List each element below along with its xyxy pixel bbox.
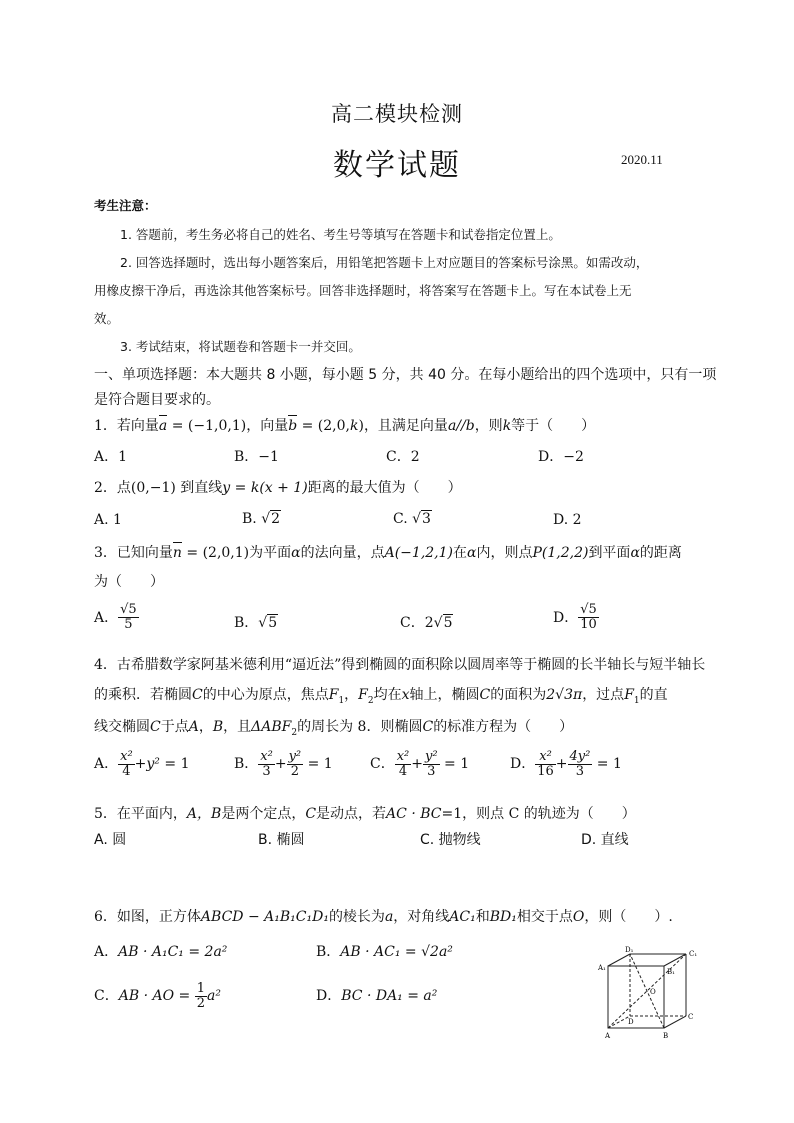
q2-option-a: A. 1 [94,512,122,528]
label-d1: D₁ [625,946,634,954]
question-1: 1．若向量a = (−1,0,1)，向量b = (2,0,k)，且满足向量a//b，则k等于（ ） [94,418,596,434]
label-a1: A₁ [598,964,606,972]
q6-option-b: B．AB · AC₁ = √2a² [316,944,453,960]
notice-item-2-cont: 用橡皮擦干净后，再选涂其他答案标号。回答非选择题时，将答案写在答题卡上。写在本试卷上无 [94,283,632,298]
question-3-cont: 为（ ） [94,574,164,590]
exam-date: 2020.11 [621,152,663,167]
question-6: 6．如图，正方体ABCD − A₁B₁C₁D₁的棱长为a，对角线AC₁和BD₁相交于点O，则（ ）. [94,909,673,925]
q4-option-c: C． $\frac{\text{x²}}{4}$ + $\frac{\text{y²}}{3}$ = 1 [370,749,470,779]
question-4-line-2: 的乘积．若椭圆C的中心为原点，焦点$F_1$，$F_2$均在x轴上，椭圆C的面积为2√3π，过点$F_1$的直 [94,687,668,706]
label-b: B [663,1032,669,1040]
q5-option-b: B. 椭圆 [258,832,305,848]
q4-option-a: A． $\frac{\text{x²}}{4}$ +y² = 1 [94,749,190,779]
exam-subtitle: 高二模块检测 [331,102,463,126]
label-a: A [605,1032,611,1040]
q1-option-a: A．1 [94,449,128,465]
q2-option-d: D. 2 [553,512,582,528]
q6-option-a: A．AB · A₁C₁ = 2a² [94,944,228,960]
label-b1: B₁ [667,968,675,976]
diagonal-bd1 [630,954,664,1028]
q5-option-a: A. 圆 [94,832,127,848]
notice-item-2: 2. 回答选择题时，选出每小题答案后，用铅笔把答题卡上对应题目的答案标号涂黑。如需改动， [120,255,649,270]
q4-option-b: B． $\frac{\text{x²}}{3}$ + $\frac{\text{y²}}{2}$ = 1 [234,749,333,779]
section-heading-cont: 是符合题目要求的。 [94,392,220,408]
q3-option-a: A． $\frac{√5}{5}$ [94,602,137,632]
q3-option-b: B．√5 [234,615,278,631]
q4-option-d: D． $\frac{\text{x²}}{16}$ + $\frac{\text{4y²}}{3}$ = 1 [510,749,622,779]
label-c1: C₁ [689,950,698,958]
cube-figure [596,944,706,1044]
q1-option-b: B．−1 [234,449,279,465]
question-2: 2．点(0,−1) 到直线y = k(x + 1)距离的最大值为（ ） [94,480,462,496]
notice-item-3: 3. 考试结束，将试题卷和答题卡一并交回。 [120,339,361,354]
q2-option-b: B. √2 [242,511,281,527]
q2-option-c: C. √3 [393,511,431,527]
q6-option-c: C．AB · AO = $\frac{1}{2}$ a² [94,981,221,1011]
cube-front-face [608,966,664,1028]
question-4: 4．古希腊数学家阿基米德利用“逼近法”得到椭圆的面积除以圆周率等于椭圆的长半轴长与短半轴长 [94,657,706,673]
q1-option-c: C．2 [386,449,420,465]
q5-option-d: D. 直线 [581,832,629,848]
exam-title: 数学试题 [333,148,461,183]
label-c: C [688,1013,694,1021]
notice-heading: 考生注意： [94,198,157,213]
notice-item-1: 1. 答题前，考生务必将自己的姓名、考生号等填写在答题卡和试卷指定位置上。 [120,227,561,242]
q6-option-d: D．BC · DA₁ = a² [316,988,438,1004]
question-4-line-3: 线交椭圆C于点A，B，且$\Delta ABF_2$的周长为 8．则椭圆C的标准方程为（ ） [94,719,574,738]
q5-option-c: C. 抛物线 [420,832,481,848]
notice-item-2-end: 效。 [94,311,120,326]
label-o: O [650,988,656,996]
q3-option-c: C．2√5 [400,615,453,631]
question-5: 5．在平面内，A，B是两个定点，C是动点，若AC · BC=1，则点 C 的轨迹为（ ） [94,806,636,822]
question-3: 3．已知向量n = (2,0,1)为平面α的法向量，点A(−1,2,1)在α内，则点P(1,2,2)到平面α的距离 [94,545,682,561]
section-heading: 一、单项选择题：本大题共 8 小题，每小题 5 分，共 40 分。在每小题给出的四个选项中，只有一项 [94,367,717,383]
q3-option-d: D． $\frac{√5}{10}$ [553,602,597,632]
label-d: D [628,1018,634,1026]
q1-option-d: D．−2 [538,449,584,465]
